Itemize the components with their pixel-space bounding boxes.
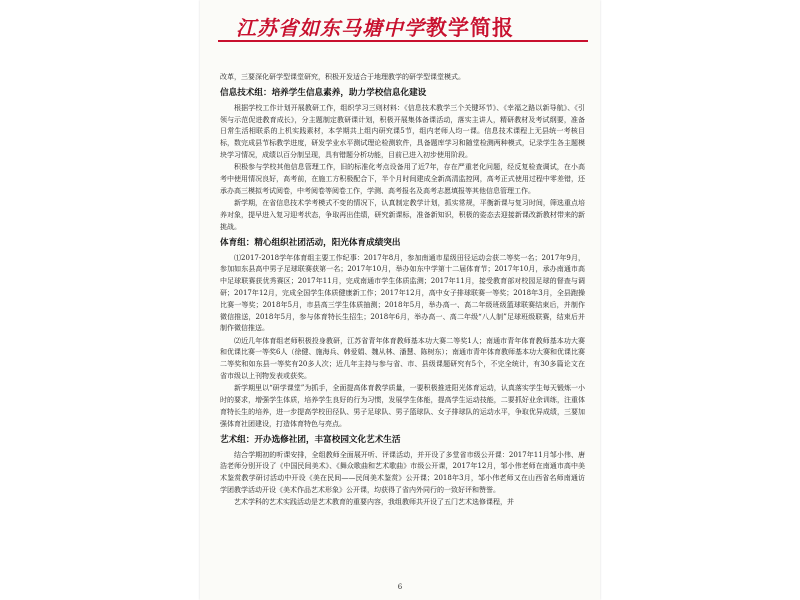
intro-paragraph: 改革，三要深化研学型课堂研究，积极开发适合于地理教学的研学型课堂模式。 — [220, 73, 465, 81]
newsletter-page — [200, 0, 600, 600]
paragraph: 新学期，在省信息技术学考模式不变的情况下，认真制定教学计划，抓实常规，平衡新课与复习时间，筛选重点培养对象，提早进入复习迎考状态，争取再出佳绩，研究新课标，准备新知识，积极的姿态去迎接新课改新教材带来的新挑战。 — [220, 199, 585, 231]
paragraph: 艺术学科的艺术实践活动是艺术教育的重要内容，我组教师共开设了五门艺术选修课程，并 — [234, 498, 514, 507]
paragraph: ⑵近几年体育组老师积极投身教研，江苏省青年体育教师基本功大赛二等奖1人；南通市青年体育教师基本功大赛和优课比赛一等奖6人（徐健、施海兵、韩爱娟、魏从林、潘慧、陈树东）；南通市青年体育教师基本功大赛和优课比赛二等奖和如东县一等奖有20多人次；近几年主持与参与省、市、县级课题研究有5个，不完全统计，有30多篇论文在省市级以上刊物发表或获奖。 — [220, 336, 585, 381]
section-heading-art: 艺术组：开办选修社团，丰富校园文化艺术生活 — [220, 434, 401, 445]
paragraph: 新学期里以“研学课堂”为抓手，全面提高体育教学质量，一要积极推进阳光体育运动，认真落实学生每天锻炼一小时的要求，增强学生体质，培养学生良好的行为习惯，发展学生体能，提高学生运动技能，二要抓好业余训练，注重体育特长生的培养，进一步提高学校田径队、男子足球队、男子篮球队、女子排球队的运动水平，争取优异成绩，三要加强体育社团建设，打造体育特色与亮点。 — [220, 384, 585, 428]
masthead — [218, 10, 588, 42]
paragraph: ⑴2017-2018学年体育组主要工作纪事：2017年8月，参加南通市星级田径运动会获二等奖一名；2017年9月，参加如东县高中男子足球联赛获第一名；2017年10月，举办如东中学第十二届体育节；2017年10月，承办南通市高中足球联赛获优秀赛区；2017年11月，完成南通市学生体质监测；2017年11月，接受教育部对校园足球的督查与调研；2017年12月，完成全国学生体质健康新工作；2017年12月，高中女子排球联赛一等奖；2018年3月，全县跑操比赛一等奖；2018年5月，市县高三学生体质抽测；2018年5月，举办高一、高二年级班级篮球联赛结束后，并制作微信推送，2018年5月，参与体育特长生招生；2018年6月，举办高一、高二年级“八人制”足球班级联赛，结束后并制作微信推送。 — [220, 253, 585, 333]
paragraph: 结合学期初的听课安排，全组教师全面展开听、评课活动，并开设了多堂省市级公开课：2017年11月邹小伟、唐浩老师分别开设了《中国民间美术》、《舞众歌曲和艺术歌曲》市级公开课，2017年12月，邹小伟老师在南通市高中美术鉴赏教学研讨活动中开设《美在民间——民间美术鉴赏》公开课；2018年3月，邹小伟老师又在山西省名师南通访学团教学活动开设《美术作品艺术形象》公开课，均获得了省内外同行的一致好评和赞誉。 — [220, 450, 585, 494]
newsletter-title: 教学简报 — [426, 15, 514, 40]
article-body — [220, 72, 585, 577]
paragraph: 根据学校工作计划开展教研工作，组织学习三则材料：《信息技术教学三个关键环节》、《幸福之路以新导航》、《引领与示范促进教育成长》，分主题制定教研课计划，积极开展集体备课活动，落实主讲人，精研教材及考试纲要，准备日常生活相联系的上机实践素材，本学期共上组内研究课5节，组内老师人均一课。信息技术课程上无县统一考核目标，数完成县节标教学进度，研发学业水平测试理论检测软件，具备题库学习和随堂检测两种模式，记录学生各主题模块学习情况，成绩以百分制呈现，具有错题分析功能，目前已进入初步使用阶段。 — [220, 103, 585, 159]
section-heading-it: 信息技术组：培养学生信息素养，助力学校信息化建设 — [220, 87, 427, 98]
school-name-logo: 江苏省如东马塘中学 — [236, 16, 425, 40]
page-number: 6 — [397, 583, 403, 591]
section-heading-pe: 体育组：精心组织社团活动，阳光体育成绩突出 — [220, 237, 401, 248]
paragraph: 积极参与学校其他信息管理工作，旧的标准化考点设备用了近7年，存在严重老化问题，经反复检查调试，在小高考中使用情况良好，高考前，在施工方积极配合下，半个月时间建成全新高清监控网，高考正式使用过程中零差错，还承办高三模拟考试阅卷，中考阅卷等阅卷工作，学测、高考报名及高考志愿填报等其他信息管理工作。 — [220, 163, 585, 195]
